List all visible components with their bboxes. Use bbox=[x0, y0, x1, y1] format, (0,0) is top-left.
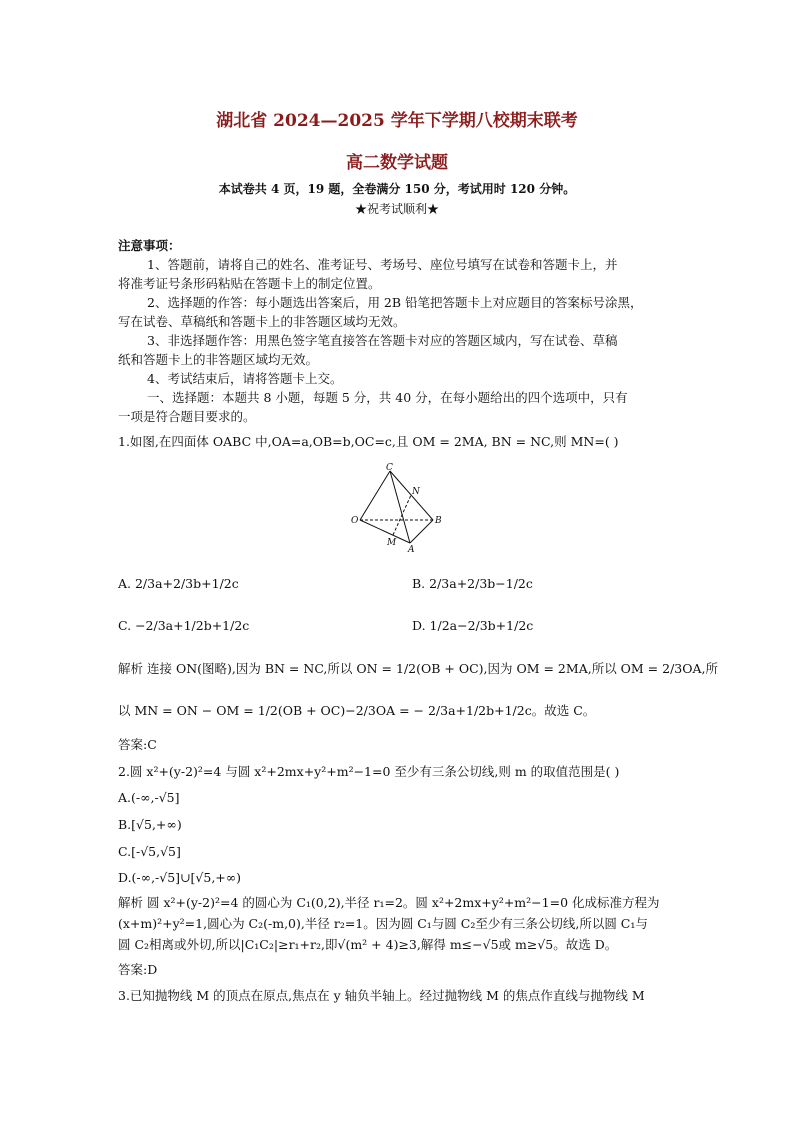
q2-option-b: B.[√5,+∞) bbox=[118, 817, 182, 832]
figure-label-n: N bbox=[412, 487, 420, 497]
section-1-intro: 一、选择题：本题共 8 小题，每题 5 分，共 40 分，在每小题给出的四个选项中，只有 bbox=[147, 390, 628, 405]
q2-option-a: A.(-∞,-√5] bbox=[118, 790, 180, 805]
note-2a: 2、选择题的作答：每小题选出答案后，用 2B 铅笔把答题卡上对应题目的答案标号涂黑， bbox=[147, 295, 643, 310]
figure-label-b: B bbox=[435, 516, 442, 526]
note-3b: 纸和答题卡上的非答题区域均无效。 bbox=[118, 352, 319, 367]
q1-option-d: D. 1/2a−2/3b+1/2c bbox=[412, 618, 534, 633]
tetrahedron-figure bbox=[345, 463, 455, 553]
exam-info: 本试卷共 4 页，19 题，全卷满分 150 分，考试用时 120 分钟。 bbox=[218, 182, 576, 196]
section-1-intro-cont: 一项是符合题目要求的。 bbox=[118, 409, 256, 424]
figure-label-m: M bbox=[387, 538, 397, 548]
exam-title: 湖北省 2024—2025 学年下学期八校期末联考 bbox=[216, 111, 578, 131]
note-1b: 将准考证号条形码粘贴在答题卡上的制定位置。 bbox=[118, 276, 381, 291]
q2-solution-3: 圆 C₂相离或外切,所以|C₁C₂|≥r₁+r₂,即√(m² + 4)≥3,解得 m≤−√5或 m≥√5。故选 D。 bbox=[118, 937, 618, 952]
q1-option-c: C. −2/3a+1/2b+1/2c bbox=[118, 618, 250, 633]
note-2b: 写在试卷、草稿纸和答题卡上的非答题区域均无效。 bbox=[118, 314, 406, 329]
q1-solution-1: 解析 连接 ON(图略),因为 BN = NC,所以 ON = 1/2(OB + OC),因为 OM = 2MA,所以 OM = 2/3OA,所 bbox=[118, 661, 718, 676]
q1-option-a: A. 2/3a+2/3b+1/2c bbox=[118, 576, 239, 591]
figure-label-a: A bbox=[408, 545, 415, 553]
notes-heading: 注意事项： bbox=[118, 238, 181, 253]
exam-subtitle: 高二数学试题 bbox=[346, 153, 448, 173]
figure-label-o: O bbox=[351, 516, 359, 526]
note-1a: 1、答题前，请将自己的姓名、准考证号、考场号、座位号填写在试卷和答题卡上，并 bbox=[147, 257, 618, 272]
q2-option-d: D.(-∞,-√5]∪[√5,+∞) bbox=[118, 870, 242, 885]
q1-stem: 1.如图,在四面体 OABC 中,OA=a,OB=b,OC=c,且 OM = 2MA, BN = NC,则 MN=( ) bbox=[118, 434, 619, 449]
q2-solution-1: 解析 圆 x²+(y-2)²=4 的圆心为 C₁(0,2),半径 r₁=2。圆 x²+2mx+y²+m²−1=0 化成标准方程为 bbox=[118, 895, 660, 910]
exam-wish: ★祝考试顺利★ bbox=[354, 202, 439, 216]
note-3a: 3、非选择题作答：用黑色签字笔直接答在答题卡对应的答题区域内，写在试卷、草稿 bbox=[147, 333, 618, 348]
q3-stem: 3.已知抛物线 M 的顶点在原点,焦点在 y 轴负半轴上。经过抛物线 M 的焦点作直线与抛物线 M bbox=[118, 988, 645, 1003]
q2-stem: 2.圆 x²+(y-2)²=4 与圆 x²+2mx+y²+m²−1=0 至少有三条公切线,则 m 的取值范围是( ) bbox=[118, 764, 620, 779]
q1-solution-2: 以 MN = ON − OM = 1/2(OB + OC)−2/3OA = − 2/3a+1/2b+1/2c。故选 C。 bbox=[118, 703, 596, 718]
q2-solution-2: (x+m)²+y²=1,圆心为 C₂(-m,0),半径 r₂=1。因为圆 C₁与圆 C₂至少有三条公切线,所以圆 C₁与 bbox=[118, 916, 648, 931]
q2-option-c: C.[-√5,√5] bbox=[118, 844, 181, 859]
figure-label-c: C bbox=[386, 463, 393, 473]
note-4: 4、考试结束后，请将答题卡上交。 bbox=[147, 371, 343, 386]
q1-option-b: B. 2/3a+2/3b−1/2c bbox=[412, 576, 533, 591]
q1-answer: 答案:C bbox=[118, 737, 157, 752]
q2-answer: 答案:D bbox=[118, 962, 158, 977]
